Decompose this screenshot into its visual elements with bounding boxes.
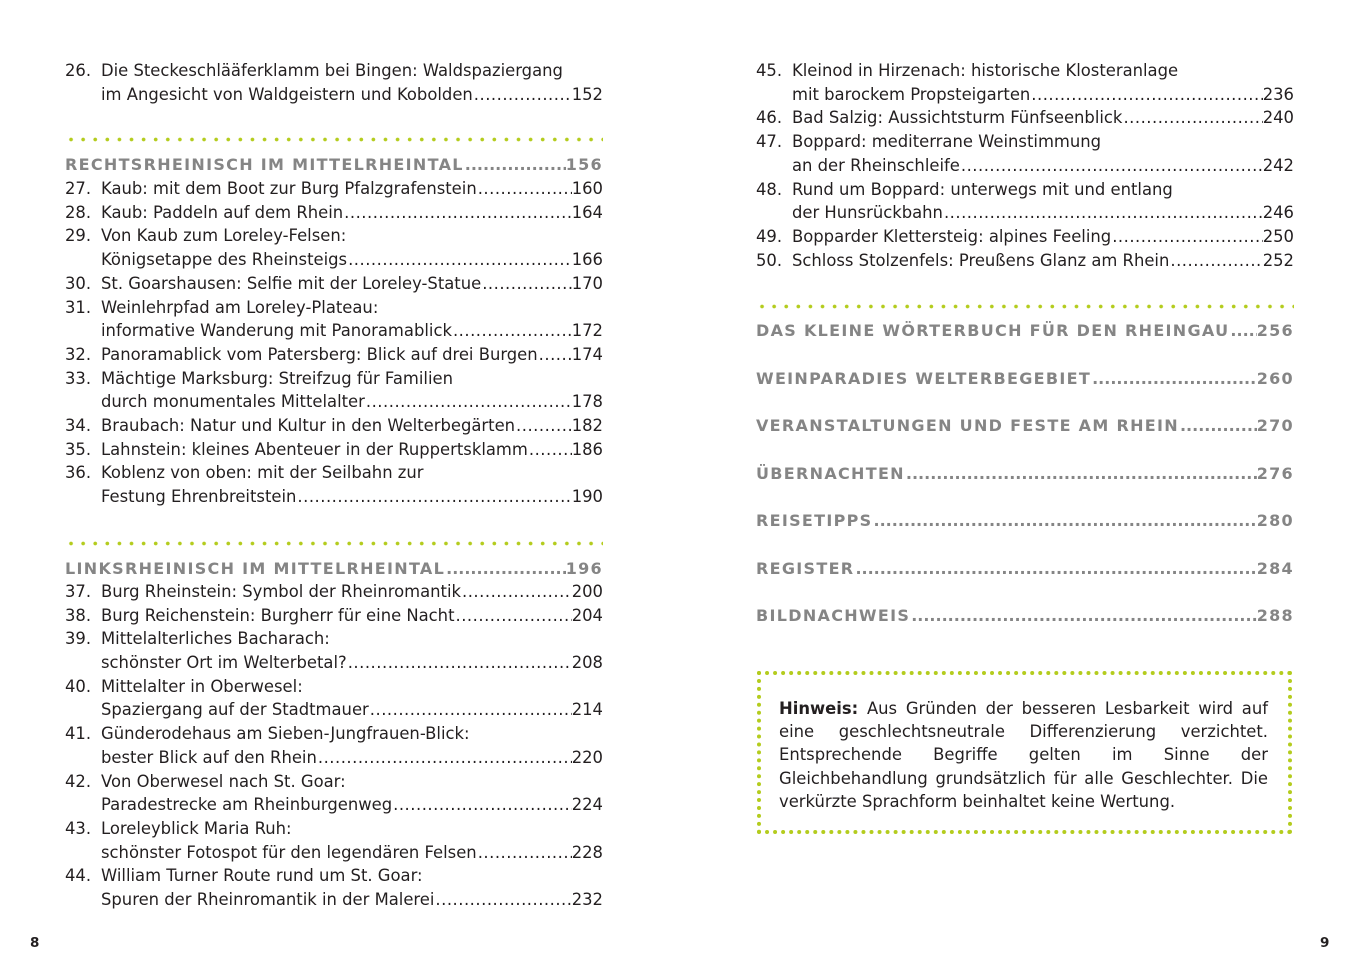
entry-title: Rund um Boppard: unterwegs mit und entlang xyxy=(792,179,1173,199)
toc-entry-line xyxy=(65,675,603,699)
entry-number xyxy=(65,83,101,107)
toc-entry-line xyxy=(65,83,603,107)
dot-leader xyxy=(1091,367,1257,391)
toc-entry xyxy=(65,201,603,225)
dot-leader xyxy=(1179,414,1257,438)
dotted-separator xyxy=(65,541,603,546)
dot-leader xyxy=(1229,319,1256,343)
dot-leader xyxy=(515,414,572,438)
toc-entry-line xyxy=(65,414,603,438)
entry-title: Spuren der Rheinromantik in der Malerei xyxy=(101,890,435,910)
toc-entry-line xyxy=(756,83,1294,107)
section-title: WEINPARADIES WELTERBEGEBIET xyxy=(756,369,1092,388)
section-heading xyxy=(756,367,1294,391)
entry-title: Paradestrecke am Rheinburgenweg xyxy=(101,795,393,815)
section-page: 156 xyxy=(565,155,603,174)
toc-entry-line xyxy=(756,178,1294,202)
entry-number xyxy=(65,651,101,675)
entry-number: 45. xyxy=(756,61,783,80)
entry-page: 240 xyxy=(1262,108,1294,128)
dot-leader xyxy=(854,557,1256,581)
entry-title: Kaub: mit dem Boot zur Burg Pfalzgrafenstein xyxy=(101,179,477,198)
entry-number: 27. xyxy=(65,179,92,198)
toc-entry-line xyxy=(65,224,603,248)
section-heading xyxy=(756,462,1294,486)
entry-title: Bopparder Klettersteig: alpines Feeling xyxy=(792,226,1112,246)
entry-number: 28. xyxy=(65,202,92,222)
entry-page: 242 xyxy=(1262,155,1294,175)
entry-page: 178 xyxy=(571,392,603,412)
entry-number: 42. xyxy=(65,771,92,791)
section-title: DAS KLEINE WÖRTERBUCH FÜR DEN RHEINGAU xyxy=(756,321,1230,340)
entry-number: 35. xyxy=(65,439,92,459)
entry-number: 38. xyxy=(65,605,92,625)
section-title: REGISTER xyxy=(756,559,855,578)
toc-entry xyxy=(65,296,603,343)
toc-entry xyxy=(756,225,1294,249)
entry-number: 37. xyxy=(65,582,92,601)
section-title: BILDNACHWEIS xyxy=(756,606,911,625)
section-title: ÜBERNACHTEN xyxy=(756,464,905,483)
toc-entry-line xyxy=(65,438,603,462)
dot-leader xyxy=(452,319,572,343)
toc-entry-line xyxy=(65,177,603,201)
toc-entry xyxy=(65,864,603,911)
dot-leader xyxy=(347,248,572,272)
dot-leader xyxy=(481,272,572,296)
entry-number xyxy=(65,888,101,912)
toc-entry-line xyxy=(65,651,603,675)
toc-entry xyxy=(65,177,603,201)
entry-title: schönster Ort im Welterbetal? xyxy=(101,653,347,673)
toc-entry-line xyxy=(65,580,603,604)
note-label: Hinweis: xyxy=(779,699,859,718)
entry-title: Festung Ehrenbreitstein xyxy=(101,487,297,507)
dot-leader xyxy=(477,177,572,201)
toc-entry-line xyxy=(65,722,603,746)
entry-title: mit barockem Propsteigarten xyxy=(792,84,1031,104)
entry-number xyxy=(65,698,101,722)
section-page: 256 xyxy=(1256,321,1294,340)
toc-entry xyxy=(65,770,603,817)
entry-page: 172 xyxy=(571,321,603,341)
section-title: VERANSTALTUNGEN UND FESTE AM RHEIN xyxy=(756,416,1179,435)
entry-number xyxy=(65,841,101,865)
entry-title: Schloss Stolzenfels: Preußens Glanz am Rhein xyxy=(792,250,1170,270)
entry-number: 40. xyxy=(65,676,92,696)
entry-number: 48. xyxy=(756,179,783,199)
entry-title: Braubach: Natur und Kultur in den Welterbegärten xyxy=(101,416,516,435)
entry-title: der Hunsrückbahn xyxy=(792,203,943,223)
toc-entry-line xyxy=(65,698,603,722)
dot-leader xyxy=(477,841,572,865)
entry-page: 232 xyxy=(571,890,603,910)
toc-entry xyxy=(65,675,603,722)
entry-title: Loreleyblick Maria Ruh: xyxy=(101,819,292,838)
dot-leader xyxy=(910,604,1257,628)
toc-entry-line xyxy=(65,461,603,485)
entry-number: 41. xyxy=(65,724,92,744)
toc-entry xyxy=(65,627,603,674)
section-heading xyxy=(756,509,1294,533)
toc-entry-line xyxy=(65,485,603,509)
page-number-left: 8 xyxy=(30,935,40,951)
dot-leader xyxy=(873,509,1257,533)
toc-entry-line xyxy=(65,201,603,225)
dot-leader xyxy=(365,390,572,414)
toc-entry-line xyxy=(65,817,603,841)
toc-entry-line xyxy=(65,296,603,320)
entry-page: 252 xyxy=(1262,250,1294,270)
entry-title: Von Kaub zum Loreley-Felsen: xyxy=(101,226,347,246)
toc-entry xyxy=(756,178,1294,225)
dot-leader xyxy=(1169,249,1262,273)
entry-number xyxy=(65,746,101,770)
toc-entry xyxy=(65,343,603,367)
dot-leader xyxy=(317,746,572,770)
entry-title: Weinlehrpfad am Loreley-Plateau: xyxy=(101,297,379,317)
toc-entry xyxy=(65,461,603,508)
entry-title: St. Goarshausen: Selfie mit der Loreley-Statue xyxy=(101,273,482,293)
entry-page: 164 xyxy=(571,202,603,222)
dot-leader xyxy=(1030,83,1262,107)
entry-title: informative Wanderung mit Panoramablick xyxy=(101,321,452,341)
entry-title: an der Rheinschleife xyxy=(792,155,960,175)
toc-entry-line xyxy=(65,272,603,296)
toc-entry xyxy=(756,249,1294,273)
entry-page: 220 xyxy=(571,747,603,767)
dot-leader xyxy=(464,153,566,177)
toc-entry xyxy=(65,224,603,271)
note-box xyxy=(757,671,1292,834)
section-page: 284 xyxy=(1256,559,1294,578)
toc-entry-line xyxy=(756,154,1294,178)
toc-entry-line xyxy=(65,390,603,414)
entry-page: 224 xyxy=(571,795,603,815)
toc-entry-line xyxy=(65,248,603,272)
section-heading xyxy=(756,319,1294,343)
entry-page: 186 xyxy=(571,439,603,459)
toc-entry xyxy=(65,59,603,106)
dotted-separator xyxy=(756,304,1294,309)
section-heading xyxy=(65,153,603,177)
entry-page: 250 xyxy=(1262,226,1294,246)
toc-entry-line xyxy=(65,604,603,628)
toc-entry-line xyxy=(65,864,603,888)
entry-page: 174 xyxy=(571,344,603,364)
entry-number: 47. xyxy=(756,132,783,152)
entry-page: 200 xyxy=(571,582,603,601)
dotted-separator xyxy=(65,137,603,142)
entry-title: William Turner Route rund um St. Goar: xyxy=(101,866,423,886)
entry-number: 46. xyxy=(756,108,783,128)
dot-leader xyxy=(455,604,572,628)
dot-leader xyxy=(538,343,572,367)
toc-entry xyxy=(65,367,603,414)
entry-number: 32. xyxy=(65,344,92,364)
entry-number: 31. xyxy=(65,297,92,317)
entry-number xyxy=(756,201,792,225)
entry-number: 39. xyxy=(65,629,92,649)
entry-title: Burg Reichenstein: Burgherr für eine Nacht xyxy=(101,605,455,625)
entry-page: 160 xyxy=(571,179,603,198)
section-page: 288 xyxy=(1256,606,1294,625)
entry-page: 208 xyxy=(571,653,603,673)
entry-title: schönster Fotospot für den legendären Felsen xyxy=(101,842,477,862)
toc-entry-line xyxy=(65,319,603,343)
entry-number xyxy=(65,485,101,509)
toc-entry xyxy=(65,817,603,864)
entry-page: 190 xyxy=(571,487,603,507)
toc-entry xyxy=(756,130,1294,177)
section-heading xyxy=(65,557,603,581)
dot-leader xyxy=(296,485,571,509)
entry-title: Günderodehaus am Sieben-Jungfrauen-Blick: xyxy=(101,724,470,744)
entry-page: 246 xyxy=(1262,203,1294,223)
entry-title: Kleinod in Hirzenach: historische Klosteranlage xyxy=(792,61,1179,80)
entry-title: Spaziergang auf der Stadtmauer xyxy=(101,700,369,720)
entry-page: 152 xyxy=(571,84,603,104)
dot-leader xyxy=(445,557,566,581)
toc-entry-line xyxy=(756,201,1294,225)
entry-number: 50. xyxy=(756,250,783,270)
dot-leader xyxy=(905,462,1257,486)
entry-number: 34. xyxy=(65,416,92,435)
entry-number: 33. xyxy=(65,368,92,388)
entry-title: Mächtige Marksburg: Streifzug für Familien xyxy=(101,368,453,388)
entry-number: 43. xyxy=(65,819,92,838)
entry-number: 29. xyxy=(65,226,92,246)
entry-page: 236 xyxy=(1262,84,1294,104)
dot-leader xyxy=(343,201,572,225)
toc-entry-line xyxy=(756,59,1294,83)
dot-leader xyxy=(943,201,1263,225)
entry-title: Koblenz von oben: mit der Seilbahn zur xyxy=(101,463,424,483)
entry-number xyxy=(65,248,101,272)
dot-leader xyxy=(392,793,572,817)
section-page: 260 xyxy=(1256,369,1294,388)
toc-entry xyxy=(65,414,603,438)
section-heading xyxy=(756,557,1294,581)
toc-entry-line xyxy=(65,59,603,83)
section-title: LINKSRHEINISCH IM MITTELRHEINTAL xyxy=(65,559,446,578)
toc-entry-line xyxy=(65,343,603,367)
entry-title: Bad Salzig: Aussichtsturm Fünfseenblick xyxy=(792,108,1123,128)
toc-entry-line xyxy=(65,770,603,794)
dot-leader xyxy=(347,651,572,675)
section-page: 276 xyxy=(1256,464,1294,483)
dot-leader xyxy=(473,83,572,107)
toc-entry xyxy=(65,272,603,296)
entry-title: Die Steckeschlääferklamm bei Bingen: Waldspaziergang xyxy=(101,61,563,80)
section-page: 270 xyxy=(1256,416,1294,435)
entry-number xyxy=(65,793,101,817)
entry-page: 166 xyxy=(571,250,603,270)
entry-title: bester Blick auf den Rhein xyxy=(101,747,317,767)
toc-entry-line xyxy=(756,106,1294,130)
entry-title: Mittelalterliches Bacharach: xyxy=(101,629,330,649)
entry-number: 30. xyxy=(65,273,92,293)
entry-title: durch monumentales Mittelalter xyxy=(101,392,365,412)
dot-leader xyxy=(461,580,572,604)
dot-leader xyxy=(960,154,1263,178)
page-number-right: 9 xyxy=(1320,935,1330,951)
entry-page: 170 xyxy=(571,273,603,293)
toc-entry-line xyxy=(756,130,1294,154)
entry-page: 228 xyxy=(571,842,603,862)
section-heading xyxy=(756,414,1294,438)
entry-title: Von Oberwesel nach St. Goar: xyxy=(101,771,346,791)
entry-number: 36. xyxy=(65,463,92,483)
entry-title: Königsetappe des Rheinsteigs xyxy=(101,250,348,270)
toc-entry xyxy=(756,59,1294,106)
section-title: REISETIPPS xyxy=(756,511,873,530)
entry-title: Lahnstein: kleines Abenteuer in der Ruppertsklamm xyxy=(101,439,528,459)
toc-entry-line xyxy=(756,225,1294,249)
entry-page: 204 xyxy=(571,605,603,625)
note-text: Aus Gründen der besseren Lesbarkeit wird auf eine geschlechtsneutrale Differenzierung verzichtet. Entsprechende Begriffe gelten im Sinne der Gleichbehandlung grundsätzlich für alle Geschlechter. Die verkürzte Sprachform beinhaltet keine Wertung. xyxy=(779,699,1268,811)
toc-entry xyxy=(65,604,603,628)
entry-title: Kaub: Paddeln auf dem Rhein xyxy=(101,202,344,222)
dot-leader xyxy=(434,888,571,912)
section-page: 280 xyxy=(1256,511,1294,530)
entry-number xyxy=(65,319,101,343)
toc-entry xyxy=(65,722,603,769)
toc-entry xyxy=(65,438,603,462)
section-page: 196 xyxy=(565,559,603,578)
toc-entry-line xyxy=(65,367,603,391)
entry-number: 26. xyxy=(65,61,92,80)
entry-number: 49. xyxy=(756,226,783,246)
toc-entry-line xyxy=(65,627,603,651)
entry-number xyxy=(65,390,101,414)
toc-entry-line xyxy=(65,746,603,770)
entry-title: Mittelalter in Oberwesel: xyxy=(101,676,303,696)
toc-entry xyxy=(756,106,1294,130)
entry-title: Burg Rheinstein: Symbol der Rheinromantik xyxy=(101,582,462,601)
toc-entry-line xyxy=(65,888,603,912)
dot-leader xyxy=(1111,225,1263,249)
entry-title: Panoramablick vom Patersberg: Blick auf drei Burgen xyxy=(101,344,538,364)
entry-number xyxy=(756,83,792,107)
dot-leader xyxy=(1122,106,1262,130)
section-heading xyxy=(756,604,1294,628)
entry-page: 214 xyxy=(571,700,603,720)
toc-entry-line xyxy=(65,793,603,817)
entry-page: 182 xyxy=(571,416,603,435)
entry-number xyxy=(756,154,792,178)
toc-entry-line xyxy=(65,841,603,865)
entry-title: im Angesicht von Waldgeistern und Kobolden xyxy=(101,84,473,104)
section-title: RECHTSRHEINISCH IM MITTELRHEINTAL xyxy=(65,155,464,174)
entry-number: 44. xyxy=(65,866,92,886)
toc-entry-line xyxy=(756,249,1294,273)
dot-leader xyxy=(369,698,572,722)
toc-entry xyxy=(65,580,603,604)
dot-leader xyxy=(528,438,572,462)
entry-title: Boppard: mediterrane Weinstimmung xyxy=(792,132,1102,152)
